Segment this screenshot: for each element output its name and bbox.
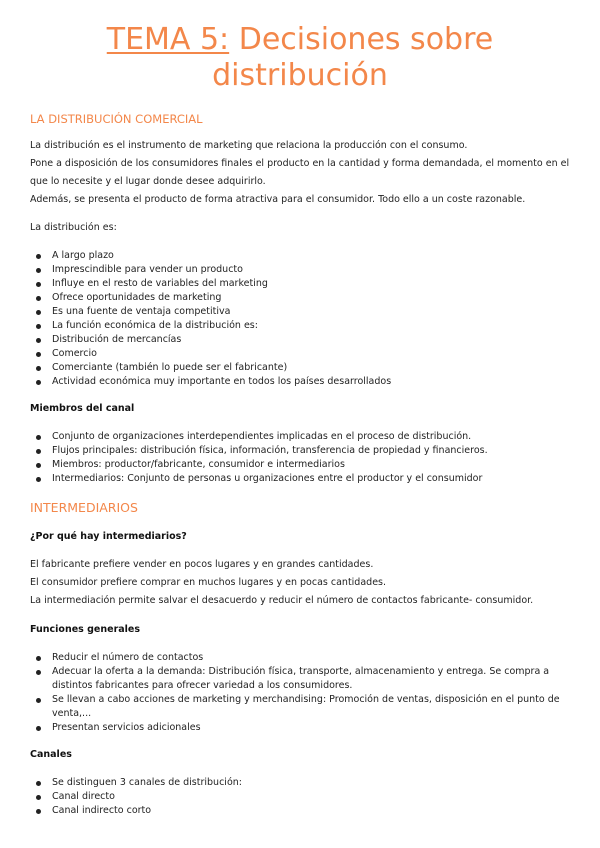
paragraph: La intermediación permite salvar el desacuerdo y reducir el número de contactos fabricante- consumidor. <box>30 595 534 606</box>
why-intermediaries-heading: ¿Por qué hay intermediarios? <box>30 531 187 542</box>
list-item: Canal directo <box>30 790 560 804</box>
paragraph: El fabricante prefiere vender en pocos lugares y en grandes cantidades. <box>30 559 374 570</box>
intermediaries-paragraphs <box>30 556 575 610</box>
list-item: A largo plazo <box>30 249 560 263</box>
functions-bullet-list <box>30 651 560 735</box>
list-item: Miembros: productor/fabricante, consumidor e intermediarios <box>30 458 560 472</box>
list-item: Comercio <box>30 347 560 361</box>
list-item: Conjunto de organizaciones interdependientes implicadas en el proceso de distribución. <box>30 430 560 444</box>
list-item: Es una fuente de ventaja competitiva <box>30 305 560 319</box>
distribution-bullet-list <box>30 249 560 389</box>
list-item: Adecuar la oferta a la demanda: Distribución física, transporte, almacenamiento y entrega. Se compra a distintos fabricantes para ofrecer variedad a los consumidores. <box>30 665 560 693</box>
section-heading-distribucion: LA DISTRIBUCIÓN COMERCIAL <box>30 112 203 126</box>
page-title <box>0 22 600 94</box>
section-heading-intermediarios: INTERMEDIARIOS <box>30 500 138 515</box>
list-item: Distribución de mercancías <box>30 333 560 347</box>
paragraph: Pone a disposición de los consumidores finales el producto en la cantidad y forma demandada, el momento en el que lo necesite y el lugar donde desee adquirirlo. <box>30 158 570 187</box>
title-main: Decisiones sobre <box>238 22 494 57</box>
members-heading: Miembros del canal <box>30 403 135 414</box>
list-item: Intermediarios: Conjunto de personas u organizaciones entre el productor y el consumidor <box>30 472 560 486</box>
title-prefix: TEMA 5: <box>106 22 230 57</box>
paragraph: La distribución es el instrumento de marketing que relaciona la producción con el consumo. <box>30 140 468 151</box>
paragraph: Además, se presenta el producto de forma atractiva para el consumidor. Todo ello a un coste razonable. <box>30 194 526 205</box>
list-item: Canal indirecto corto <box>30 804 560 818</box>
list-item: La función económica de la distribución es: <box>30 319 560 333</box>
list-item: Imprescindible para vender un producto <box>30 263 560 277</box>
list-item: Presentan servicios adicionales <box>30 721 560 735</box>
list-item: Se distinguen 3 canales de distribución: <box>30 776 560 790</box>
list-item: Reducir el número de contactos <box>30 651 560 665</box>
paragraph: El consumidor prefiere comprar en muchos lugares y en pocas cantidades. <box>30 577 387 588</box>
list-item: Actividad económica muy importante en todos los países desarrollados <box>30 375 560 389</box>
intro-paragraphs <box>30 137 575 209</box>
channels-heading: Canales <box>30 749 72 760</box>
list-item: Se llevan a cabo acciones de marketing y merchandising: Promoción de ventas, disposición en el punto de venta,... <box>30 693 560 721</box>
title-line2: distribución <box>212 58 388 93</box>
list-item: Influye en el resto de variables del marketing <box>30 277 560 291</box>
list-item: Flujos principales: distribución física, información, transferencia de propiedad y financieros. <box>30 444 560 458</box>
channels-bullet-list <box>30 776 560 818</box>
distribution-intro: La distribución es: <box>30 222 117 233</box>
list-item: Comerciante (también lo puede ser el fabricante) <box>30 361 560 375</box>
members-bullet-list <box>30 430 560 486</box>
functions-heading: Funciones generales <box>30 624 141 635</box>
list-item: Ofrece oportunidades de marketing <box>30 291 560 305</box>
